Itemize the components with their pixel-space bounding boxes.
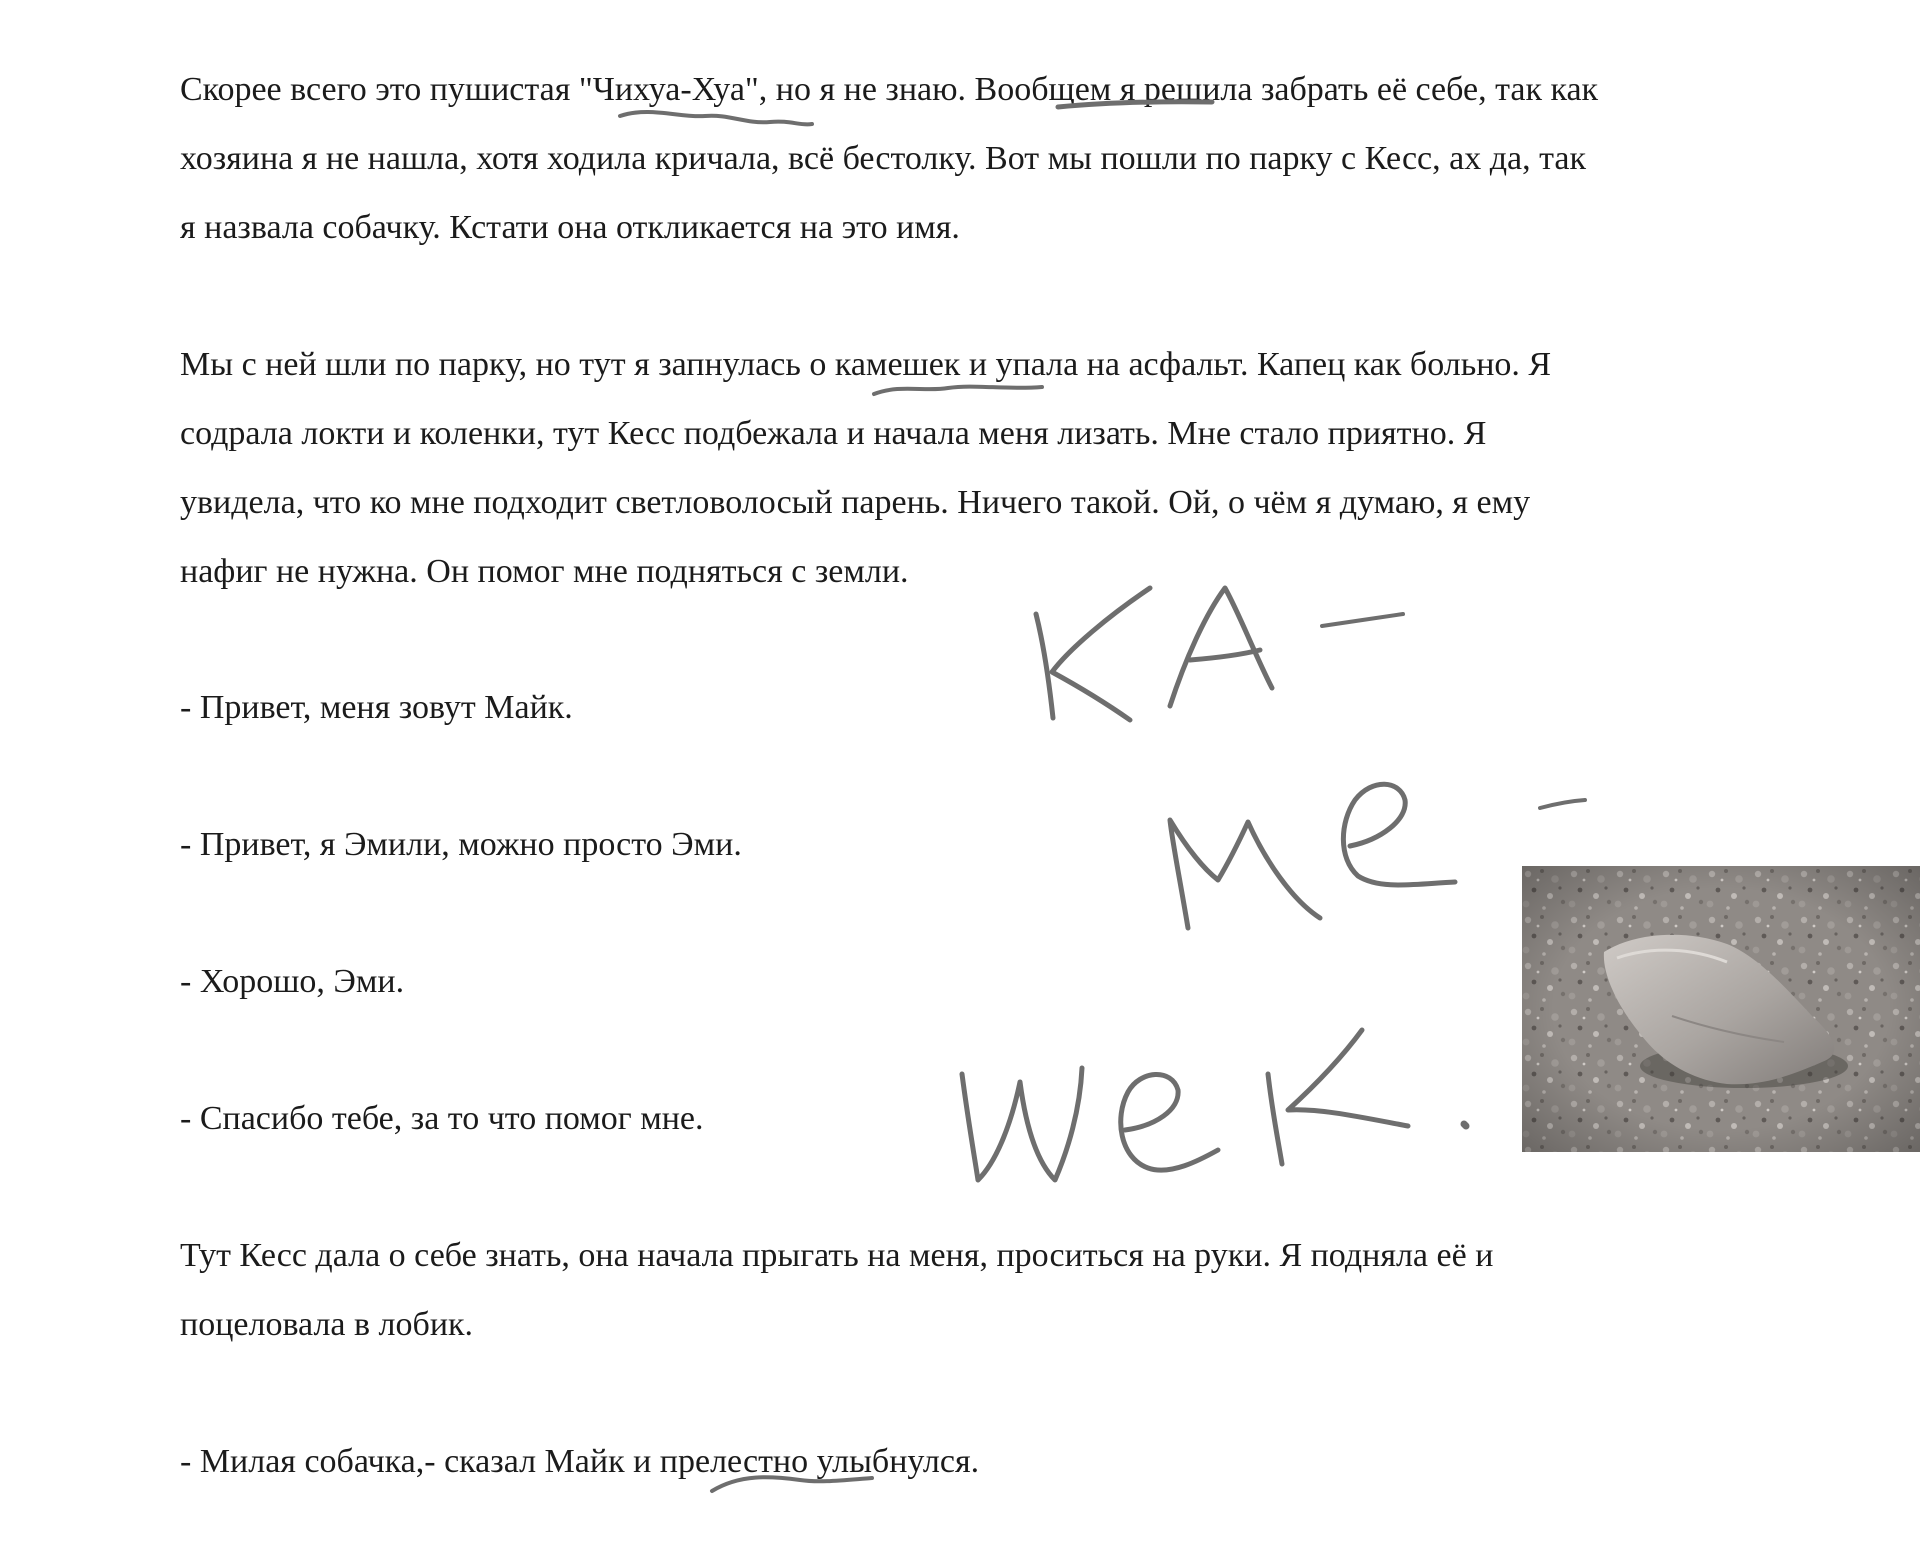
text-line: поцеловала в лобик. bbox=[180, 1306, 474, 1343]
text-line: я назвала собачку. Кстати она откликается на это имя. bbox=[180, 209, 960, 246]
text-line: содрала локти и коленки, тут Кесс подбежала и начала меня лизать. Мне стало приятно. Я bbox=[180, 415, 1487, 452]
text-line: нафиг не нужна. Он помог мне подняться с земли. bbox=[180, 553, 909, 590]
text-line: хозяина я не нашла, хотя ходила кричала, всё бестолку. Вот мы пошли по парку с Кесс, ах да, так bbox=[180, 140, 1586, 177]
text-line: увидела, что ко мне подходит светловолосый парень. Ничего такой. Ой, о чём я думаю, я ему bbox=[180, 484, 1531, 521]
text-line: - Милая собачка,- сказал Майк и прелестно улыбнулся. bbox=[180, 1443, 980, 1480]
dialogue-line: - Спасибо тебе, за то что помог мне. bbox=[180, 1100, 704, 1137]
dialogue-line: - Привет, меня зовут Майк. bbox=[180, 689, 573, 726]
text-line: Скорее всего это пушистая "Чихуа-Хуа", но я не знаю. Вообщем я решила забрать её себе, так как bbox=[180, 71, 1599, 108]
stone-photo bbox=[1522, 866, 1920, 1152]
text-line: Тут Кесс дала о себе знать, она начала прыгать на меня, проситься на руки. Я подняла её и bbox=[180, 1237, 1494, 1274]
dialogue-line: - Хорошо, Эми. bbox=[180, 963, 405, 1000]
text-line: Мы с ней шли по парку, но тут я запнулась о камешек и упала на асфальт. Капец как больно. Я bbox=[180, 346, 1552, 383]
dialogue-line: - Привет, я Эмили, можно просто Эми. bbox=[180, 826, 742, 863]
